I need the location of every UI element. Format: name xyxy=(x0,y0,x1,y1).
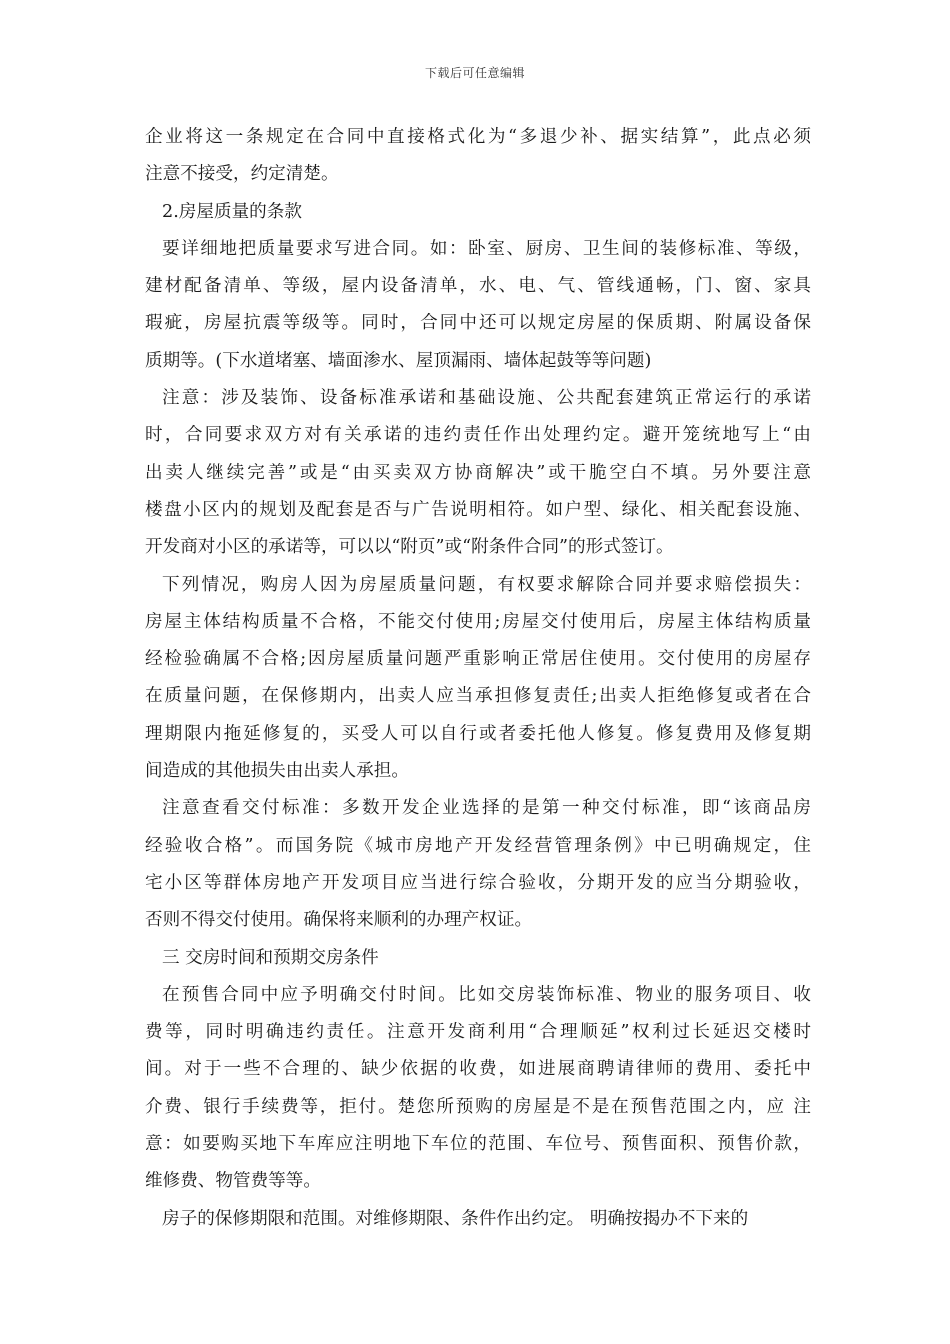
page-header: 下载后可任意编辑 xyxy=(424,66,525,80)
text-line: 下列情况，购房人因为房屋质量问题，有权要求解除合同并要求赔偿损失： xyxy=(162,574,811,595)
text-line: 质期等。(下水道堵塞、墙面渗水、屋顶漏雨、墙体起鼓等等问题) xyxy=(145,350,652,371)
text-line: 理期限内拖延修复的，买受人可以自行或者委托他人修复。修复费用及修复期 xyxy=(145,723,811,744)
text-line: 在质量问题，在保修期内，出卖人应当承担修复责任;出卖人拒绝修复或者在合 xyxy=(145,686,811,707)
text-line: 注意不接受，约定清楚。 xyxy=(145,164,339,185)
document-body xyxy=(145,119,811,1238)
text-line: 经验收合格”。而国务院《城市房地产开发经营管理条例》中已明确规定，住 xyxy=(145,835,811,856)
text-line: 出卖人继续完善”或是“由买卖双方协商解决”或干脆空白不填。另外要注意 xyxy=(145,462,811,483)
text-line: 房子的保修期限和范围。对维修期限、条件作出约定。 明确按揭办不下来的 xyxy=(162,1208,749,1229)
text-line: 在预售合同中应予明确交付时间。比如交房装饰标准、物业的服务项目、收 xyxy=(162,984,811,1005)
text-line: 介费、银行手续费等，拒付。楚您所预购的房屋是不是在预售范围之内，应 注 xyxy=(145,1096,811,1117)
text-line: 费等，同时明确违约责任。注意开发商利用“合理顺延”权利过长延迟交楼时 xyxy=(145,1022,811,1043)
text-line: 否则不得交付使用。确保将来顺利的办理产权证。 xyxy=(145,910,533,931)
text-line: 维修费、物管费等等。 xyxy=(145,1171,321,1192)
text-line: 时，合同要求双方对有关承诺的违约责任作出处理约定。避开笼统地写上“由 xyxy=(145,425,811,446)
text-line: 经检验确属不合格;因房屋质量问题严重影响正常居住使用。交付使用的房屋存 xyxy=(145,649,811,670)
section-heading: 2.房屋质量的条款 xyxy=(162,201,302,222)
text-line: 开发商对小区的承诺等，可以以“附页”或“附条件合同”的形式签订。 xyxy=(145,537,674,558)
text-line: 要详细地把质量要求写进合同。如：卧室、厨房、卫生间的装修标准、等级， xyxy=(162,238,811,259)
text-line: 注意：涉及装饰、设备标准承诺和基础设施、公共配套建筑正常运行的承诺 xyxy=(162,388,811,409)
text-line: 瑕疵，房屋抗震等级等。同时，合同中还可以规定房屋的保质期、附属设备保 xyxy=(145,313,811,334)
text-line: 建材配备清单、等级，屋内设备清单，水、电、气、管线通畅，门、窗、家具 xyxy=(145,276,811,297)
text-line: 楼盘小区内的规划及配套是否与广告说明相符。如户型、绿化、相关配套设施、 xyxy=(145,499,811,520)
text-line: 房屋主体结构质量不合格，不能交付使用;房屋交付使用后，房屋主体结构质量 xyxy=(145,611,811,632)
text-line: 宅小区等群体房地产开发项目应当进行综合验收，分期开发的应当分期验收， xyxy=(145,872,811,893)
text-line: 意：如要购买地下车库应注明地下车位的范围、车位号、预售面积、预售价款， xyxy=(145,1134,811,1155)
text-line: 注意查看交付标准：多数开发企业选择的是第一种交付标准，即“该商品房 xyxy=(162,798,811,819)
text-line: 间造成的其他损失由出卖人承担。 xyxy=(145,761,409,782)
section-heading: 三 交房时间和预期交房条件 xyxy=(162,947,379,968)
text-line: 企业将这一条规定在合同中直接格式化为“多退少补、据实结算”，此点必须 xyxy=(145,127,811,147)
text-line: 间。对于一些不合理的、缺少依据的收费，如进展商聘请律师的费用、委托中 xyxy=(145,1059,811,1080)
